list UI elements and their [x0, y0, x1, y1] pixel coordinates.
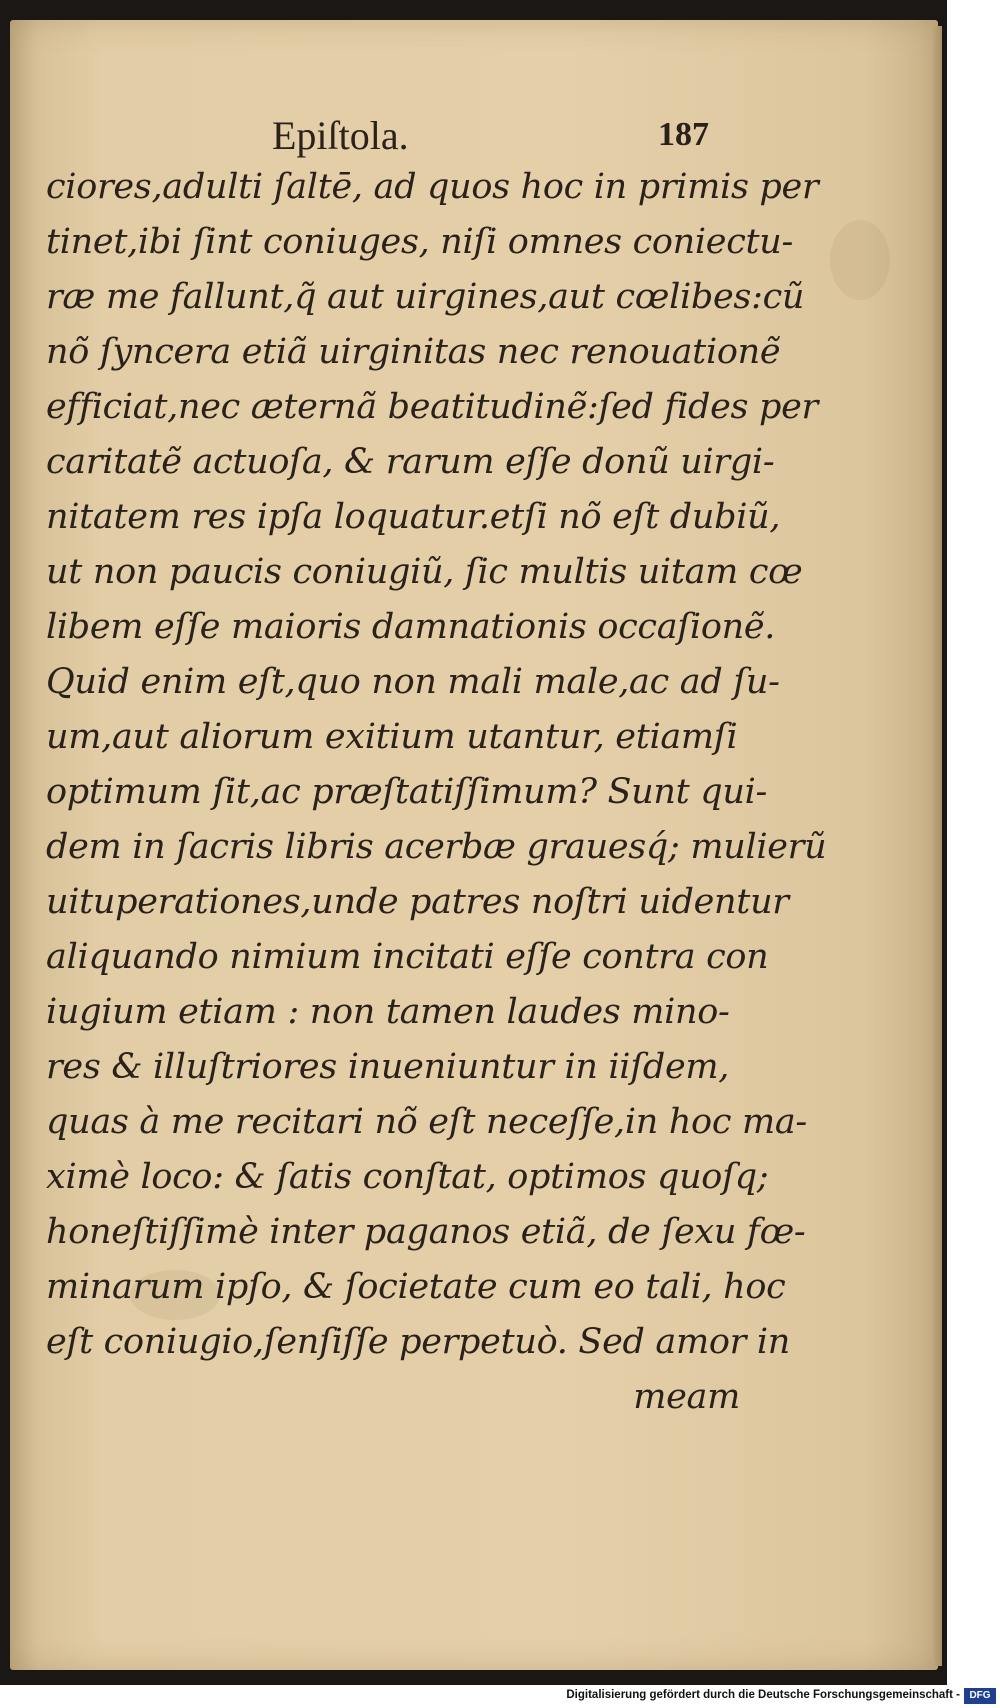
text-line: dem in ſacris libris acerbæ grauesq́; mulierũ: [46, 827, 827, 867]
text-line: uituperationes,unde patres noſtri uidentur: [46, 882, 789, 922]
text-line: efficiat,nec æternã beatitudinẽ:ſed fides per: [46, 387, 818, 427]
page-edge: [932, 26, 942, 1666]
text-line: um,aut aliorum exitium utantur, etiamſi: [46, 717, 738, 757]
text-line: nõ ſyncera etiã uirginitas nec renouationẽ: [46, 332, 781, 372]
text-line: quas à me recitari nõ eſt neceſſe,in hoc ma-: [46, 1102, 807, 1142]
text-line: optimum ſit,ac præſtatiſſimum? Sunt qui-: [46, 772, 768, 812]
text-line: ræ me fallunt,q̃ aut uirgines,aut cœlibes:cũ: [46, 277, 805, 317]
text-line: nitatem res ipſa loquatur.etſi nõ eſt dubiũ,: [46, 497, 781, 537]
footer-strip: [0, 1686, 1000, 1708]
text-line: honeſtiſſimè inter paganos etiã, de ſexu fœ-: [46, 1212, 806, 1252]
dfg-logo: DFG: [964, 1688, 996, 1704]
text-line: eſt coniugio,ſenſiſſe perpetuò. Sed amor in: [46, 1322, 791, 1362]
catchword: meam: [633, 1377, 740, 1417]
page-number: 187: [658, 116, 709, 153]
running-head-title: Epiſtola.: [272, 113, 409, 158]
paper-stain: [830, 220, 890, 300]
book-page: [10, 20, 938, 1670]
text-line: tinet,ibi ſint coniuges, niſi omnes coniectu-: [46, 222, 794, 262]
text-line: iugium etiam : non tamen laudes mino-: [46, 992, 730, 1032]
text-line: minarum ipſo, & ſocietate cum eo tali, hoc: [46, 1267, 786, 1307]
text-block: [46, 160, 827, 1425]
digitization-credit: Digitalisierung gefördert durch die Deutsche Forschungsgemeinschaft -: [566, 1689, 960, 1701]
text-line: libem eſſe maioris damnationis occaſionẽ.: [46, 607, 776, 647]
text-line: ciores,adulti ſaltē, ad quos hoc in primis per: [46, 167, 819, 207]
text-line: caritatẽ actuoſa, & rarum eſſe donũ uirgi-: [46, 442, 775, 482]
running-head: [10, 108, 938, 168]
text-line: ximè loco: & ſatis conſtat, optimos quoſq;: [46, 1157, 769, 1197]
text-line: ut non paucis coniugiũ, ſic multis uitam cœ: [46, 552, 803, 592]
text-line: aliquando nimium incitati eſſe contra con: [46, 937, 769, 977]
text-line: res & illuſtriores inueniuntur in iiſdem,: [46, 1047, 730, 1087]
text-line: Quid enim eſt,quo non mali male,ac ad ſu-: [46, 662, 780, 702]
